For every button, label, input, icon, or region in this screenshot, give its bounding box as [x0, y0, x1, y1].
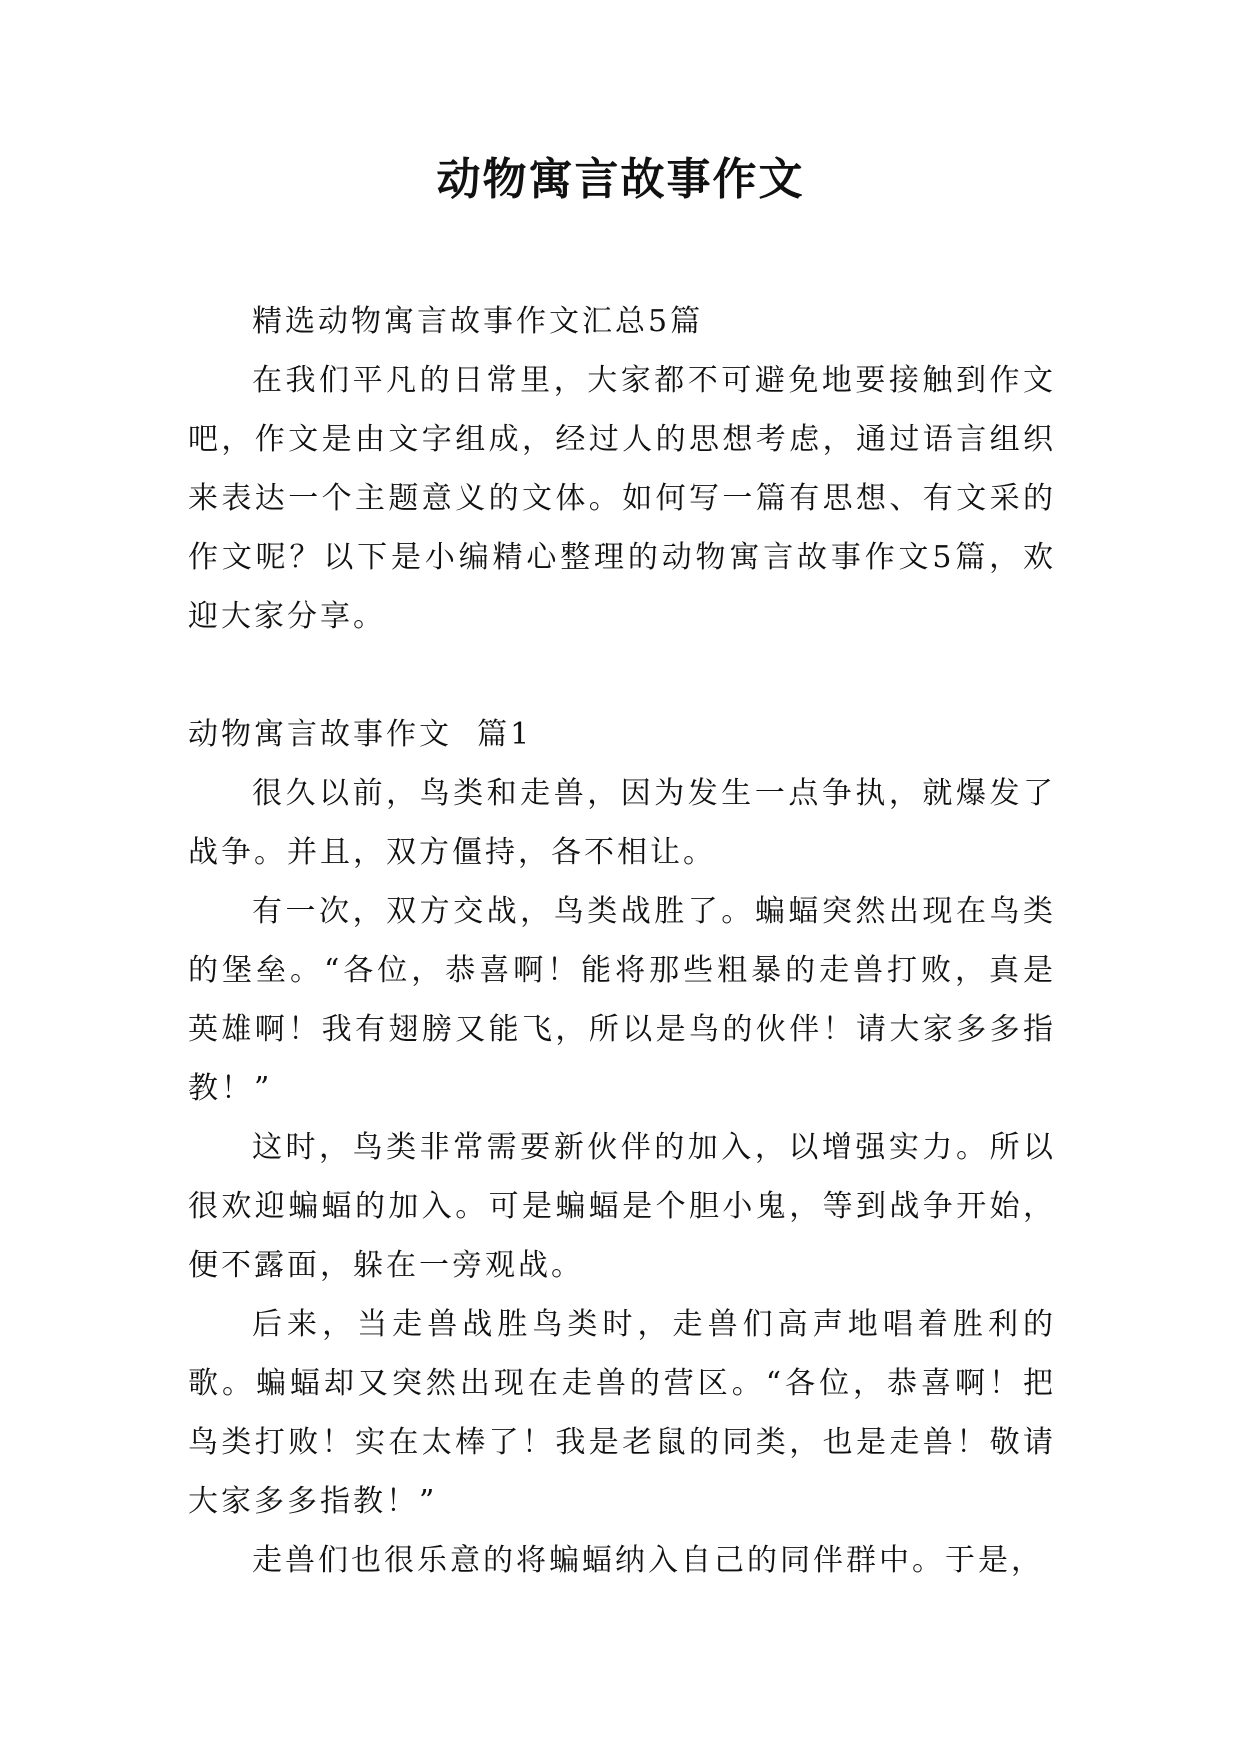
- story-paragraph: 有一次，双方交战，鸟类战胜了。蝙蝠突然出现在鸟类的堡垒。“各位，恭喜啊！能将那些粗暴的走兽打败，真是英雄啊！我有翅膀又能飞，所以是鸟的伙伴！请大家多多指教！”: [188, 894, 1056, 1106]
- section-heading: 动物寓言故事作文 篇1: [188, 717, 533, 752]
- story-paragraph: 很久以前，鸟类和走兽，因为发生一点争执，就爆发了战争。并且，双方僵持，各不相让。: [188, 776, 1056, 870]
- section-spacer: [188, 646, 1056, 705]
- document-title: 动物寓言故事作文: [436, 154, 805, 205]
- story-paragraph: 这时，鸟类非常需要新伙伴的加入，以增强实力。所以很欢迎蝙蝠的加入。可是蝙蝠是个胆小鬼，等到战争开始，便不露面，躲在一旁观战。: [188, 1130, 1056, 1283]
- story-paragraph: 后来，当走兽战胜鸟类时，走兽们高声地唱着胜利的歌。蝙蝠却又突然出现在走兽的营区。“各位，恭喜啊！把鸟类打败！实在太棒了！我是老鼠的同类，也是走兽！敬请大家多多指教！”: [188, 1307, 1056, 1519]
- story-paragraph: 走兽们也很乐意的将蝙蝠纳入自己的同伴群中。于是，: [252, 1543, 1044, 1578]
- document-body: [188, 292, 1056, 1590]
- intro-paragraph: 在我们平凡的日常里，大家都不可避免地要接触到作文吧，作文是由文字组成，经过人的思想考虑，通过语言组织来表达一个主题意义的文体。如何写一篇有思想、有文采的作文呢？以下是小编精心整理的动物寓言故事作文5篇，欢迎大家分享。: [188, 363, 1056, 634]
- document-subtitle: 精选动物寓言故事作文汇总5篇: [252, 304, 704, 339]
